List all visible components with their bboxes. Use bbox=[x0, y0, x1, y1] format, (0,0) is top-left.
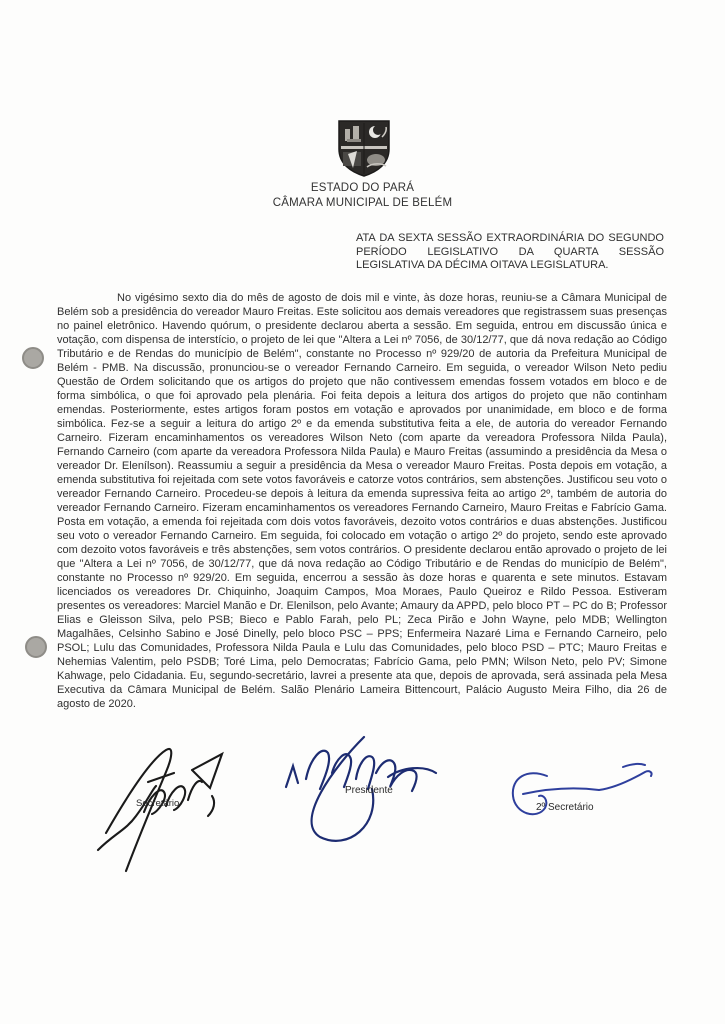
state-name: ESTADO DO PARÁ bbox=[310, 182, 415, 194]
hole-punch-icon bbox=[25, 636, 47, 658]
signature-label-segundo-secretario: 2º Secretário bbox=[536, 802, 594, 813]
signature-label-presidente: Presidente bbox=[345, 785, 393, 796]
hole-punch-icon bbox=[22, 347, 44, 369]
signature-secretario bbox=[92, 738, 242, 873]
session-title: ATA DA SEXTA SESSÃO EXTRAORDINÁRIA DO SEGUNDO PERÍODO LEGISLATIVO DA QUARTA SESSÃO LEGISLATIVA DA DÉCIMA OITAVA LEGISLATURA. bbox=[356, 232, 664, 272]
signature-label-secretario: Secretário bbox=[136, 798, 180, 809]
institution-name: CÂMARA MUNICIPAL DE BELÉM bbox=[272, 197, 453, 209]
belem-coat-of-arms-icon bbox=[334, 119, 394, 177]
signature-presidente bbox=[276, 733, 441, 845]
signature-ink-icon bbox=[503, 760, 658, 830]
signature-segundo-secretario bbox=[503, 760, 658, 830]
document-header bbox=[0, 181, 725, 211]
minutes-body-text: No vigésimo sexto dia do mês de agosto de dois mil e vinte, às doze horas, reuniu-se a Câmara Municipal de Belém sob a presidência do vereador Mauro Freitas. Este solicitou aos demais vereadores que registrassem suas presenças no painel eletrônico. Havendo quórum, o presidente declarou aberta a sessão. Em seguida, entrou em discussão única e votação, com dispensa de interstício, o projeto de lei que "Altera a Lei nº 7056, de 30/12/77, que dá nova redação ao Código Tributário e de Rendas do município de Belém", constante no Processo nº 929/20 de autoria da Prefeitura Municipal de Belém - PMB. Na discussão, pronunciou-se o vereador Fernando Carneiro. Em seguida, o vereador Wilson Neto pediu Questão de Ordem solicitando que os artigos do projeto que não contivessem emendas fossem votados em bloco e de forma simbólica, o que foi aprovado pela plenária. Foi feita depois a leitura dos artigos do projeto que não continham emendas. Posteriormente, estes artigos foram postos em votação e aprovados por unanimidade, em bloco e de forma simbólica. Fez-se a seguir a leitura do artigo 2º e da emenda substitutiva feita a ele, de autoria do vereador Fernando Carneiro. Fizeram encaminhamentos os vereadores Wilson Neto (com aparte da vereadora Professora Nilda Paula), Fernando Carneiro (com aparte da vereadora Professora Nilda Paula) e Mauro Freitas (assumindo a presidência da Mesa o vereador Dr. Elenílson). Reassumiu a seguir a presidência da Mesa o vereador Mauro Freitas. Posta depois em votação, a emenda substitutiva foi rejeitada com sete votos favoráveis e catorze votos contrários, sem abstenções. Justificou seu voto o vereador Fernando Carneiro. Procedeu-se depois à leitura da emenda supressiva feita ao artigo 2º, também de autoria do vereador Fernando Carneiro. Fizeram encaminhamentos os vereadores Fernando Carneiro, Mauro Freitas e Fabrício Gama. Posta em votação, a emenda foi rejeitada com dois votos favoráveis, dezoito votos contrários e duas abstenções. Justificou seu voto o vereador Fernando Carneiro. Em seguida, foi colocado em votação o artigo 2º do projeto, sendo este aprovado com dezoito votos favoráveis e três abstenções, sem votos contrários. O presidente declarou então aprovado o projeto de lei que "Altera a Lei nº 7056, de 30/12/77, que dá nova redação ao Código Tributário e de Rendas do município de Belém", constante no Processo nº 929/20. Em seguida, encerrou a sessão às doze horas e quarenta e sete minutos. Estavam licenciados os vereadores Dr. Chiquinho, Joaquim Campos, Moa Moraes, Paulo Queiroz e Rildo Pessoa. Estiveram presentes os vereadores: Marciel Manão e Dr. Elenilson, pelo Avante; Amaury da APPD, pelo bloco PT – PC do B; Professor Elias e Gleisson Silva, pelo PSB; Bieco e Pablo Farah, pelo PL; Zeca Pirão e John Wayne, pelo MDB; Wellington Magalhães, Celsinho Sabino e José Dinelly, pelo bloco PSC – PPS; Enfermeira Nazaré Lima e Fernando Carneiro, pelo PSOL; Lulu das Comunidades, Professora Nilda Paula e Lulu das Comunidades, pelo bloco PSD – PTC; Mauro Freitas e Nehemias Valentim, pelo PSDB; Toré Lima, pelo Democratas; Fabrício Gama, pelo PMN; Wilson Neto, pelo PV; Simone Kahwage, pelo Cidadania. Eu, segundo-secretário, lavrei a presente ata que, depois de aprovada, será assinada pela Mesa Executiva da Câmara Municipal de Belém. Salão Plenário Lameira Bittencourt, Palácio Augusto Meira Filho, dia 26 de agosto de 2020. bbox=[57, 292, 667, 710]
